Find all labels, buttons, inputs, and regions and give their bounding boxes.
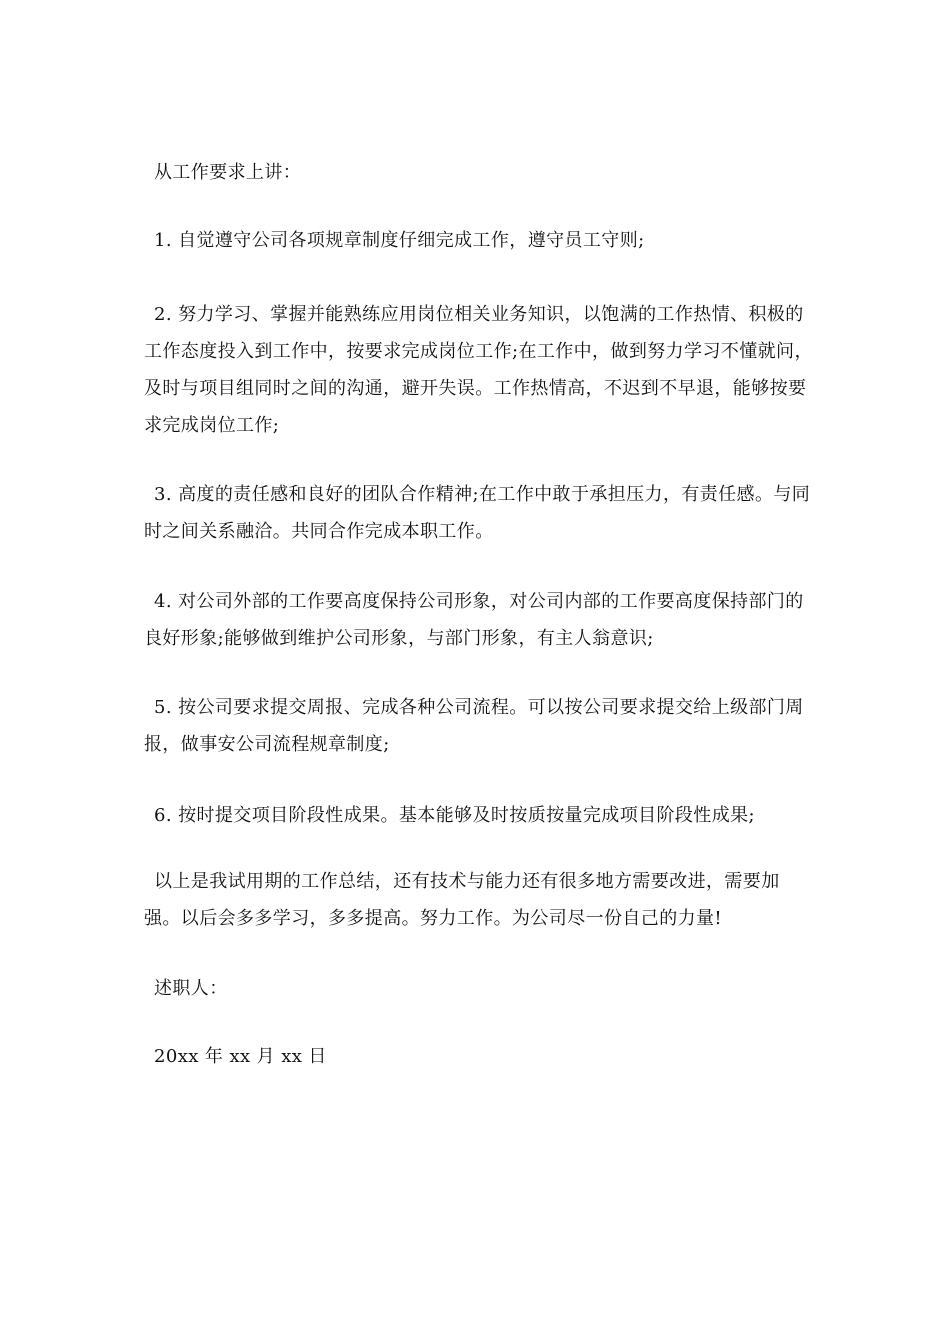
signer-label: 述职人：: [154, 978, 228, 999]
section-heading: 从工作要求上讲：: [154, 162, 302, 183]
summary-paragraph: 以上是我试用期的工作总结，还有技术与能力还有很多地方需要改进，需要加强。以后会多多学习，多多提高。努力工作。为公司尽一份自己的力量!: [144, 871, 780, 929]
list-item: 4. 对公司外部的工作要高度保持公司形象，对公司内部的工作要高度保持部门的良好形象;能够做到维护公司形象，与部门形象，有主人翁意识;: [144, 591, 804, 649]
document-date: 20xx 年 xx 月 xx 日: [154, 1046, 327, 1067]
list-item: 5. 按公司要求提交周报、完成各种公司流程。可以按公司要求提交给上级部门周报，做事安公司流程规章制度;: [144, 697, 804, 755]
list-item: 6. 按时提交项目阶段性成果。基本能够及时按质按量完成项目阶段性成果;: [154, 805, 755, 826]
list-item: 1. 自觉遵守公司各项规章制度仔细完成工作，遵守员工守则;: [154, 230, 645, 251]
list-item: 2. 努力学习、掌握并能熟练应用岗位相关业务知识，以饱满的工作热情、积极的工作态度投入到工作中，按要求完成岗位工作;在工作中，做到努力学习不懂就问，及时与项目组同时之间的沟通，避开失误。工作热情高，不迟到不早退，能够按要求完成岗位工作;: [144, 304, 813, 436]
list-item: 3. 高度的责任感和良好的团队合作精神;在工作中敢于承担压力，有责任感。与同时之间关系融洽。共同合作完成本职工作。: [144, 484, 811, 542]
